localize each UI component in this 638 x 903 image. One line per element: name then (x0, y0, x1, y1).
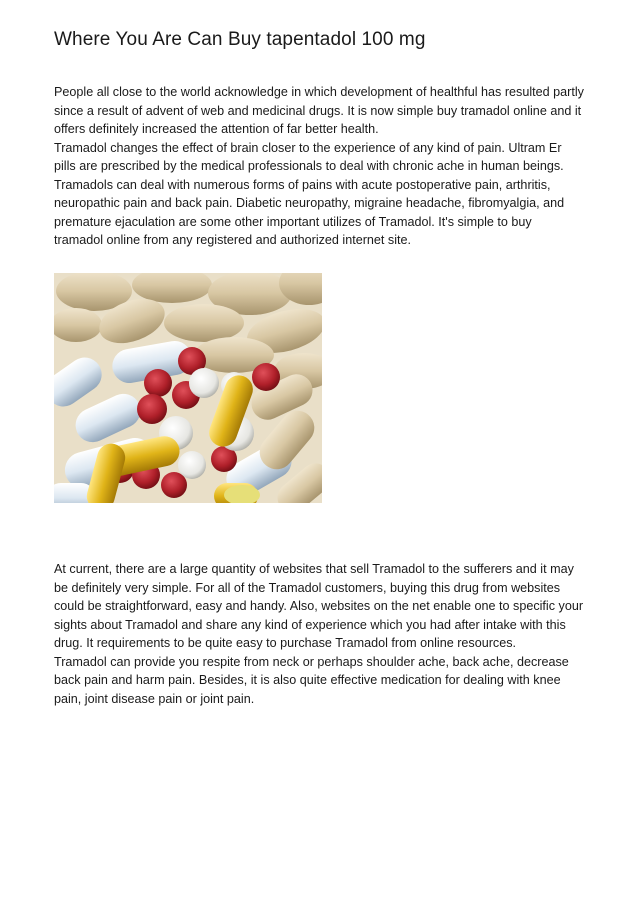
pills-photo (54, 273, 322, 503)
body-section-1 (54, 83, 584, 250)
body-section-2 (54, 560, 584, 708)
paragraph-2: Tramadol changes the effect of brain closer to the experience of any kind of pain. Ultram Er pills are prescribed by the medical professionals to deal with chronic ache in human beings. Tramadols can deal with numerous forms of pains with acute postoperative pain, arthritis, neuropathic pain and back pain. Diabetic neuropathy, migraine headache, fibromyalgia, and premature ejaculation are some other important utilizes of Tramadol. It's simple to buy tramadol online from any registered and authorized internet site. (54, 140, 565, 247)
paragraph-1: People all close to the world acknowledge in which development of healthful has resulted partly since a result of advent of web and medicinal drugs. It is now simple buy tramadol online and it offers definitely increased the attention of far better health. (54, 85, 584, 136)
paragraph-4: Tramadol can provide you respite from neck or perhaps shoulder ache, back ache, decrease back pain and harm pain. Besides, it is also quite effective medication for dealing with knee pain, joint disease pain or joint pain. (54, 654, 569, 706)
paragraph-3: At current, there are a large quantity of websites that sell Tramadol to the sufferers and it may be definitely very simple. For all of the Tramadol customers, buying this drug from websites could be straightforward, easy and handy. Also, websites on the net enable one to specific your sights about Tramadol and share any kind of experience which you had after intake with this drug. It requirements to be quite easy to purchase Tramadol from online resources. (54, 562, 584, 650)
page-title: Where You Are Can Buy tapentadol 100 mg (54, 29, 426, 50)
